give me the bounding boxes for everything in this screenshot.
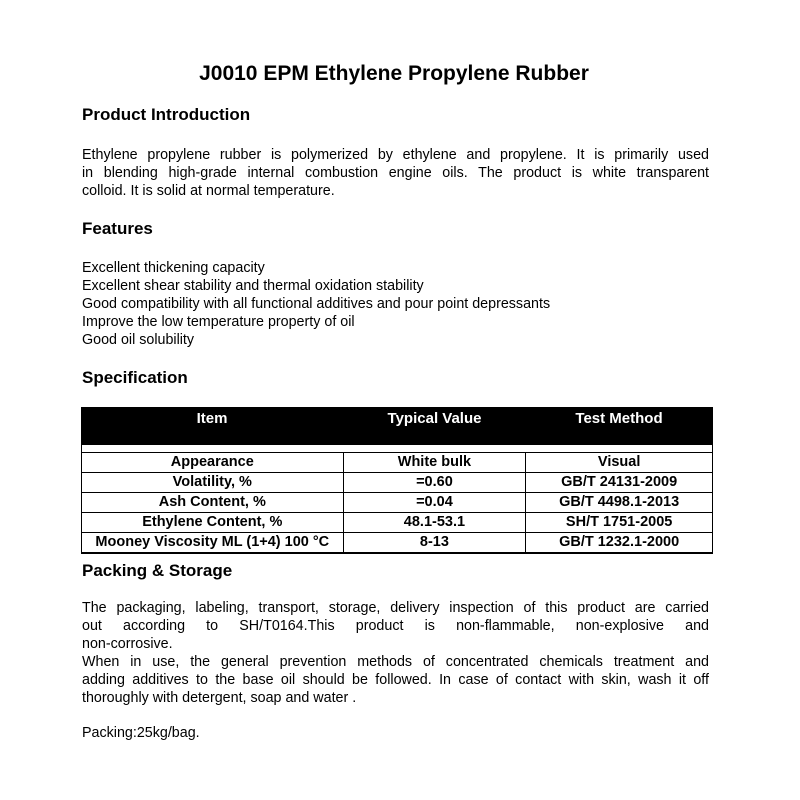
column-header-test-method: Test Method xyxy=(575,410,663,427)
cell-item: Appearance xyxy=(82,453,344,472)
intro-line: Ethylene propylene rubber is polymerized by ethylene and propylene. It is primarily used xyxy=(82,147,709,163)
feature-item: Good oil solubility xyxy=(82,332,195,348)
table-row xyxy=(82,453,712,473)
column-header-item: Item xyxy=(196,410,228,427)
cell-typical-value: White bulk xyxy=(344,453,527,472)
intro-line: in blending high-grade internal combustion engine oils. The product is white transparent xyxy=(82,165,709,181)
packing-paragraph-1 xyxy=(82,599,709,653)
feature-item: Excellent thickening capacity xyxy=(82,260,265,276)
table-row xyxy=(82,513,712,533)
intro-paragraph xyxy=(82,146,709,200)
table-row xyxy=(82,493,712,513)
packing-line: The packaging, labeling, transport, storage, delivery inspection of this product are carried xyxy=(82,600,709,616)
packing-line: adding additives to the base oil should be followed. In case of contact with skin, wash it off xyxy=(82,672,709,688)
cell-item: Ethylene Content, % xyxy=(82,513,344,532)
cell-test-method: GB/T 4498.1-2013 xyxy=(559,494,680,510)
packing-info: Packing:25kg/bag. xyxy=(82,725,200,741)
table-header-row xyxy=(81,407,713,445)
feature-item: Excellent shear stability and thermal oxidation stability xyxy=(82,278,424,294)
table-spacer xyxy=(81,445,713,452)
cell-typical-value: 8-13 xyxy=(344,533,527,552)
intro-line: colloid. It is solid at normal temperature. xyxy=(82,183,335,199)
cell-test-method: GB/T 1232.1-2000 xyxy=(559,534,680,550)
cell-test-method: Visual xyxy=(597,454,641,470)
cell-typical-value: =0.60 xyxy=(344,473,527,492)
document-title: J0010 EPM Ethylene Propylene Rubber xyxy=(199,62,589,85)
specification-heading: Specification xyxy=(82,368,188,387)
table-row xyxy=(82,533,712,552)
cell-test-method: SH/T 1751-2005 xyxy=(565,514,673,530)
features-list xyxy=(82,259,550,349)
table-row xyxy=(82,473,712,493)
cell-item: Ash Content, % xyxy=(82,493,344,512)
features-heading: Features xyxy=(82,219,153,238)
cell-test-method: GB/T 24131-2009 xyxy=(561,474,678,490)
specification-table xyxy=(81,407,713,554)
table-body xyxy=(81,452,713,554)
intro-heading: Product Introduction xyxy=(82,105,251,124)
cell-item: Mooney Viscosity ML (1+4) 100 °C xyxy=(82,533,344,552)
packing-line: non-corrosive. xyxy=(82,636,173,652)
cell-item: Volatility, % xyxy=(82,473,344,492)
cell-typical-value: =0.04 xyxy=(344,493,527,512)
packing-line: thoroughly with detergent, soap and water . xyxy=(82,690,357,706)
packing-paragraph-2 xyxy=(82,653,709,707)
feature-item: Good compatibility with all functional additives and pour point depressants xyxy=(82,296,551,312)
packing-line: When in use, the general prevention methods of concentrated chemicals treatment and xyxy=(82,654,709,670)
packing-line: out according to SH/T0164.This product is non-flammable, non-explosive and xyxy=(82,618,709,634)
feature-item: Improve the low temperature property of oil xyxy=(82,314,355,330)
cell-typical-value: 48.1-53.1 xyxy=(344,513,527,532)
packing-heading: Packing & Storage xyxy=(82,561,233,580)
column-header-typical-value: Typical Value xyxy=(387,410,482,427)
